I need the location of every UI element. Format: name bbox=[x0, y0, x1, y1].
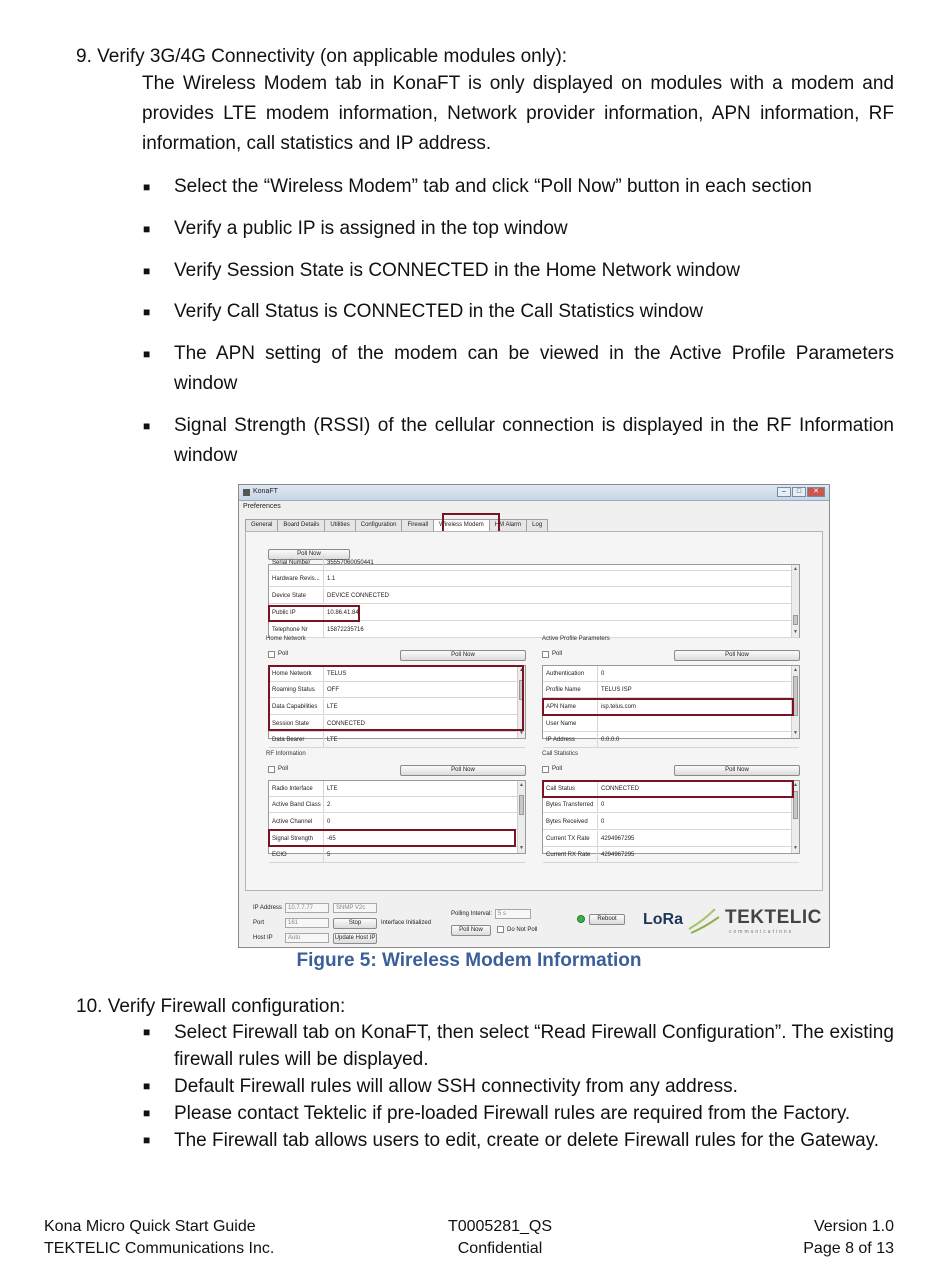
home-poll-checkbox[interactable] bbox=[268, 651, 275, 658]
polling-interval-label: Polling Interval: bbox=[451, 911, 493, 917]
call-poll-label: Poll bbox=[552, 766, 563, 772]
table-row: Public IP 10.86.41.84 bbox=[269, 605, 799, 621]
bullet-item bbox=[143, 1100, 898, 1127]
bullet-text: Default Firewall rules will allow SSH connectivity from any address. bbox=[174, 1076, 738, 1097]
bullet-text: The APN setting of the modem can be viewed in the Active Profile Parameters window bbox=[174, 343, 894, 394]
table-row: Active Channel 0 bbox=[269, 814, 525, 830]
table-row: Radio Interface LTE bbox=[269, 781, 525, 797]
bullet-item bbox=[143, 214, 894, 244]
bullet-item bbox=[143, 1127, 898, 1154]
tektelic-logo-subtitle: communications bbox=[729, 929, 794, 935]
footer-company: TEKTELIC Communications Inc. bbox=[44, 1240, 275, 1257]
port-field[interactable]: 161 bbox=[285, 918, 329, 928]
bullet-item bbox=[143, 297, 894, 327]
tab-wireless-modem[interactable]: Wireless Modem bbox=[433, 519, 490, 531]
table-row: Device State DEVICE CONNECTED bbox=[269, 588, 799, 604]
footer-left bbox=[44, 1216, 274, 1260]
bullet-item bbox=[143, 1019, 898, 1073]
profile-poll-checkbox[interactable] bbox=[542, 651, 549, 658]
bullet-text: Verify Call Status is CONNECTED in the Call Statistics window bbox=[174, 301, 703, 322]
profile-poll-label: Poll bbox=[552, 651, 563, 657]
modem-info-table bbox=[268, 560, 800, 638]
table-row: Profile Name TELUS ISP bbox=[543, 682, 799, 698]
footer-doc-title: Kona Micro Quick Start Guide bbox=[44, 1218, 256, 1235]
footer-page-number: Page 8 of 13 bbox=[803, 1240, 894, 1257]
rf-poll-now-button[interactable]: Poll Now bbox=[400, 765, 526, 776]
section-10-heading: 10. Verify Firewall configuration: bbox=[76, 996, 346, 1017]
tektelic-logo: TEKTELIC bbox=[725, 907, 822, 928]
table-row: Data Capabilities LTE bbox=[269, 699, 525, 715]
footer-right bbox=[803, 1216, 894, 1260]
table-row: Session State CONNECTED bbox=[269, 716, 525, 732]
snmp-version-select[interactable]: SNMP V2c bbox=[333, 903, 377, 913]
bullet-item bbox=[143, 256, 894, 286]
table-row: Call Status CONNECTED bbox=[543, 781, 799, 797]
apn-name-highlight bbox=[542, 698, 794, 716]
window-title: KonaFT bbox=[253, 488, 278, 495]
scrollbar[interactable]: ▲ ▼ bbox=[517, 781, 525, 853]
rf-information-title: RF Information bbox=[266, 751, 306, 757]
table-row: Telephone Nr 15872235716 bbox=[269, 622, 799, 638]
tab-log[interactable]: Log bbox=[526, 519, 548, 531]
host-ip-label: Host IP bbox=[253, 935, 273, 941]
bullet-mark: ■ bbox=[143, 419, 151, 433]
scrollbar[interactable]: ▲ ▼ bbox=[791, 781, 799, 853]
port-label: Port bbox=[253, 920, 265, 926]
poll-now-button[interactable]: Poll Now bbox=[268, 549, 350, 560]
table-row: Home Network TELUS bbox=[269, 666, 525, 682]
home-network-title: Home Network bbox=[266, 636, 306, 642]
table-row: Bytes Transferred 0 bbox=[543, 797, 799, 813]
bullet-mark: ■ bbox=[143, 1025, 151, 1039]
table-row: Hardware Revis... 1.1 bbox=[269, 571, 799, 587]
polling-interval-field[interactable]: 5 s bbox=[495, 909, 531, 919]
tab-board-details[interactable]: Board Details bbox=[277, 519, 325, 531]
tab-bar bbox=[245, 519, 547, 531]
bullet-text: Verify a public IP is assigned in the top window bbox=[174, 218, 568, 239]
wireless-modem-panel bbox=[245, 531, 823, 891]
scrollbar[interactable]: ▲ ▼ bbox=[791, 666, 799, 738]
bullet-text: Verify Session State is CONNECTED in the Home Network window bbox=[174, 260, 740, 281]
stop-button[interactable]: Stop bbox=[333, 918, 377, 929]
do-not-poll-checkbox[interactable] bbox=[497, 926, 504, 933]
menu-preferences[interactable]: Preferences bbox=[243, 503, 281, 510]
signal-strength-highlight bbox=[268, 829, 516, 847]
tab-utilities[interactable]: Utilities bbox=[324, 519, 355, 531]
profile-poll-now-button[interactable]: Poll Now bbox=[674, 650, 800, 661]
bullet-mark: ■ bbox=[143, 1133, 151, 1147]
home-poll-label: Poll bbox=[278, 651, 289, 657]
bullet-item bbox=[143, 411, 894, 471]
app-icon bbox=[243, 489, 250, 496]
call-statistics-title: Call Statistics bbox=[542, 751, 579, 757]
tab-general[interactable]: General bbox=[245, 519, 278, 531]
table-row: Authentication 0 bbox=[543, 666, 799, 682]
section-9-heading: 9. Verify 3G/4G Connectivity (on applicable modules only): bbox=[76, 46, 568, 67]
bullet-text: Please contact Tektelic if pre-loaded Firewall rules are required from the Factory. bbox=[174, 1103, 851, 1124]
public-ip-highlight bbox=[268, 605, 360, 622]
minimize-icon[interactable]: – bbox=[777, 487, 791, 497]
table-row: Current RX Rate 4294967295 bbox=[543, 847, 799, 863]
table-row: Current TX Rate 4294967295 bbox=[543, 831, 799, 847]
tab-firewall[interactable]: Firewall bbox=[401, 519, 434, 531]
scrollbar[interactable]: ▲ ▼ bbox=[517, 666, 525, 738]
bullet-mark: ■ bbox=[143, 264, 151, 278]
tab-configuration[interactable]: Configuration bbox=[355, 519, 403, 531]
rf-poll-label: Poll bbox=[278, 766, 289, 772]
konaft-screenshot bbox=[238, 484, 830, 948]
figure-caption: Figure 5: Wireless Modem Information bbox=[296, 950, 642, 971]
close-icon[interactable]: ✕ bbox=[807, 487, 825, 497]
window-titlebar bbox=[239, 485, 829, 501]
bullet-item bbox=[143, 172, 894, 202]
reboot-button[interactable]: Reboot bbox=[589, 914, 625, 925]
table-row: Signal Strength -65 bbox=[269, 831, 525, 847]
tab-hm-alarm[interactable]: HM Alarm bbox=[489, 519, 527, 531]
bullet-mark: ■ bbox=[143, 1079, 151, 1093]
bullet-mark: ■ bbox=[143, 180, 151, 194]
status-poll-now-button[interactable]: Poll Now bbox=[451, 925, 491, 936]
table-row: User Name bbox=[543, 716, 799, 732]
status-bar bbox=[245, 893, 823, 947]
tektelic-leaf-icon bbox=[685, 905, 721, 935]
status-led-icon bbox=[577, 915, 585, 923]
table-row: ECIO 5 bbox=[269, 847, 525, 863]
bullet-mark: ■ bbox=[143, 305, 151, 319]
table-row: APN Name isp.telus.com bbox=[543, 699, 799, 715]
footer-center bbox=[400, 1216, 600, 1260]
home-network-highlight bbox=[268, 665, 524, 731]
footer-version: Version 1.0 bbox=[813, 1218, 894, 1235]
bullet-text: Signal Strength (RSSI) of the cellular connection is displayed in the RF Information window bbox=[174, 415, 894, 466]
ip-address-field[interactable]: 10.7.7.77 bbox=[285, 903, 329, 913]
bullet-item bbox=[143, 339, 894, 399]
bullet-mark: ■ bbox=[143, 1106, 151, 1120]
do-not-poll-label: Do Not Poll bbox=[507, 927, 538, 933]
table-row: Data Bearer LTE bbox=[269, 732, 525, 748]
call-poll-checkbox[interactable] bbox=[542, 766, 549, 773]
lora-logo: LoRa bbox=[643, 911, 683, 928]
home-poll-now-button[interactable]: Poll Now bbox=[400, 650, 526, 661]
bullet-item bbox=[143, 1073, 898, 1100]
table-row: IP Address 0.0.0.0 bbox=[543, 732, 799, 748]
bullet-mark: ■ bbox=[143, 347, 151, 361]
host-ip-select[interactable]: Auto bbox=[285, 933, 329, 943]
interface-status: Interface Initialized bbox=[381, 920, 432, 926]
table-row: Bytes Received 0 bbox=[543, 814, 799, 830]
bullet-mark: ■ bbox=[143, 222, 151, 236]
table-row: Active Band Class 2 bbox=[269, 797, 525, 813]
rf-poll-checkbox[interactable] bbox=[268, 766, 275, 773]
update-host-ip-button[interactable]: Update Host IP bbox=[333, 933, 377, 944]
section-9-intro: The Wireless Modem tab in KonaFT is only displayed on modules with a modem and provides LTE modem information, Network provider information, APN information, RF information, call statistics and IP address. bbox=[142, 73, 894, 154]
call-poll-now-button[interactable]: Poll Now bbox=[674, 765, 800, 776]
call-status-highlight bbox=[542, 780, 794, 798]
bullet-text: Select the “Wireless Modem” tab and click “Poll Now” button in each section bbox=[174, 176, 812, 197]
footer-doc-number: T0005281_QS bbox=[447, 1218, 553, 1235]
table-row: Roaming Status OFF bbox=[269, 682, 525, 698]
ip-address-label: IP Address bbox=[253, 905, 282, 911]
table-row: Serial Number 35557060050441 bbox=[269, 555, 799, 571]
scrollbar[interactable]: ▲ ▼ bbox=[791, 565, 799, 637]
bullet-text: The Firewall tab allows users to edit, create or delete Firewall rules for the Gateway. bbox=[174, 1130, 880, 1151]
footer-confidential: Confidential bbox=[457, 1240, 543, 1257]
maximize-icon[interactable]: □ bbox=[792, 487, 806, 497]
bullet-text: Select Firewall tab on KonaFT, then select “Read Firewall Configuration”. The existing firewall rules will be displayed. bbox=[174, 1022, 894, 1070]
active-profile-title: Active Profile Parameters bbox=[542, 636, 610, 642]
